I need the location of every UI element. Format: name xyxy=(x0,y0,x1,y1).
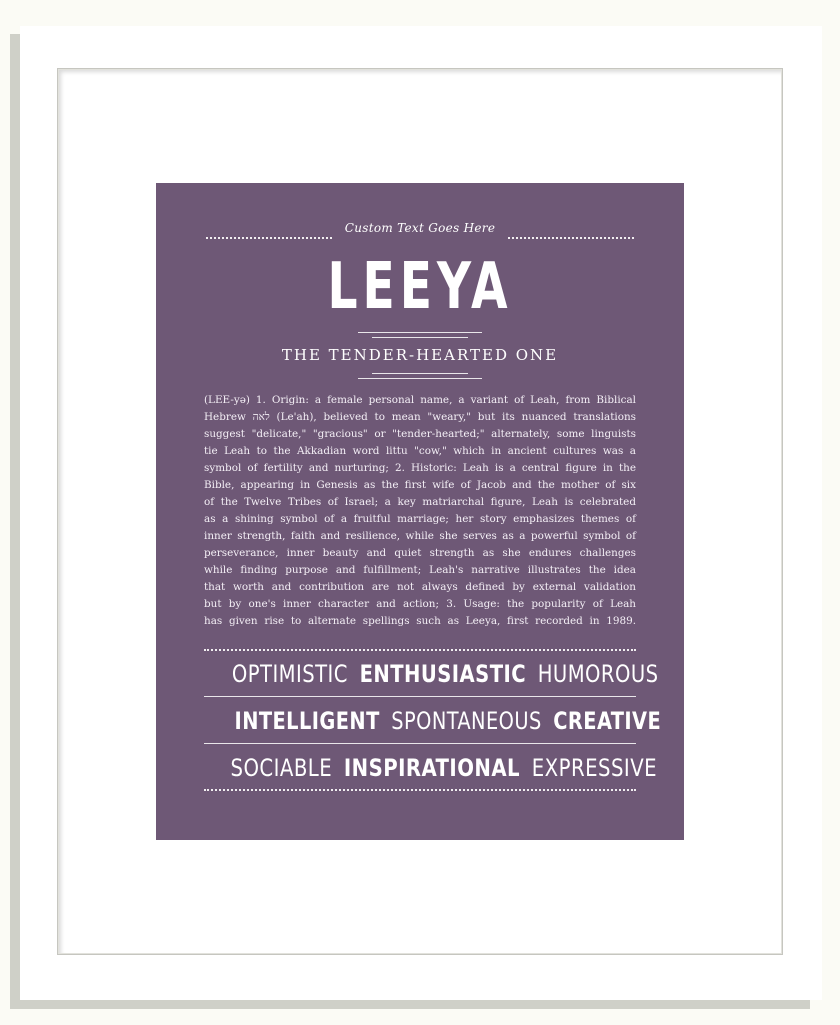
definition-line: while finding purpose and fulfillment; Leah's narrative illustrates the idea xyxy=(204,564,636,576)
definition-line: Bible, appearing in Genesis as the first wife of Jacob and the mother of six xyxy=(204,479,636,491)
traits-row-2 xyxy=(204,705,662,737)
trait-word: EXPRESSIVE xyxy=(531,754,658,782)
poster-name: LEEYA xyxy=(327,250,513,324)
definition-line: has given rise to alternate spellings such as Leeya, first recorded in 1989. xyxy=(204,615,636,627)
rule-top-2 xyxy=(372,337,468,338)
traits-divider-1 xyxy=(204,696,636,697)
definition-line: suggest "delicate," "gracious" or "tender-hearted;" alternately, some linguists xyxy=(204,428,636,440)
definition-line: tie Leah to the Akkadian word littu "cow," which in ancient cultures was a xyxy=(204,445,636,457)
definition-line: as a shining symbol of a fruitful marriage; her story emphasizes themes of xyxy=(204,513,636,525)
poster-subtitle: THE TENDER-HEARTED ONE xyxy=(281,346,559,364)
trait-word: HUMOROUS xyxy=(537,660,659,688)
definition-line: inner strength, faith and resilience, while she serves as a powerful symbol of xyxy=(204,530,636,542)
definition-line: (LEE-yə) 1. Origin: a female personal name, a variant of Leah, from Biblical xyxy=(204,394,636,406)
dotted-divider-left xyxy=(206,237,332,239)
custom-text: Custom Text Goes Here xyxy=(344,221,496,235)
rule-bottom-1 xyxy=(372,373,468,374)
trait-word: SOCIABLE xyxy=(230,754,333,782)
trait-word: ENTHUSIASTIC xyxy=(359,660,527,688)
definition-line: but by one's inner character and action; 3. Usage: the popularity of Leah xyxy=(204,598,636,610)
dotted-divider-traits-bottom xyxy=(204,789,636,791)
traits-row-1 xyxy=(204,658,659,690)
trait-word: INTELLIGENT xyxy=(234,707,380,735)
trait-word: CREATIVE xyxy=(553,707,662,735)
definition-line: perseverance, inner beauty and quiet strength as she endures challenges xyxy=(204,547,636,559)
trait-word: OPTIMISTIC xyxy=(231,660,348,688)
rule-top-1 xyxy=(358,332,482,333)
traits-row-3 xyxy=(204,752,658,784)
definition-line: symbol of fertility and nurturing; 2. Historic: Leah is a central figure in the xyxy=(204,462,636,474)
definition-line: that worth and contribution are not always defined by external validation xyxy=(204,581,636,593)
traits-divider-2 xyxy=(204,743,636,744)
dotted-divider-right xyxy=(508,237,634,239)
trait-word: INSPIRATIONAL xyxy=(343,754,521,782)
name-poster xyxy=(156,183,684,840)
dotted-divider-traits-top xyxy=(204,649,636,651)
rule-bottom-2 xyxy=(358,378,482,379)
trait-word: SPONTANEOUS xyxy=(391,707,542,735)
name-definition xyxy=(204,392,636,630)
definition-line: Hebrew לאה (Le'ah), believed to mean "weary," but its nuanced translations xyxy=(204,411,636,423)
definition-line: of the Twelve Tribes of Israel; a key matriarchal figure, Leah is celebrated xyxy=(204,496,636,508)
